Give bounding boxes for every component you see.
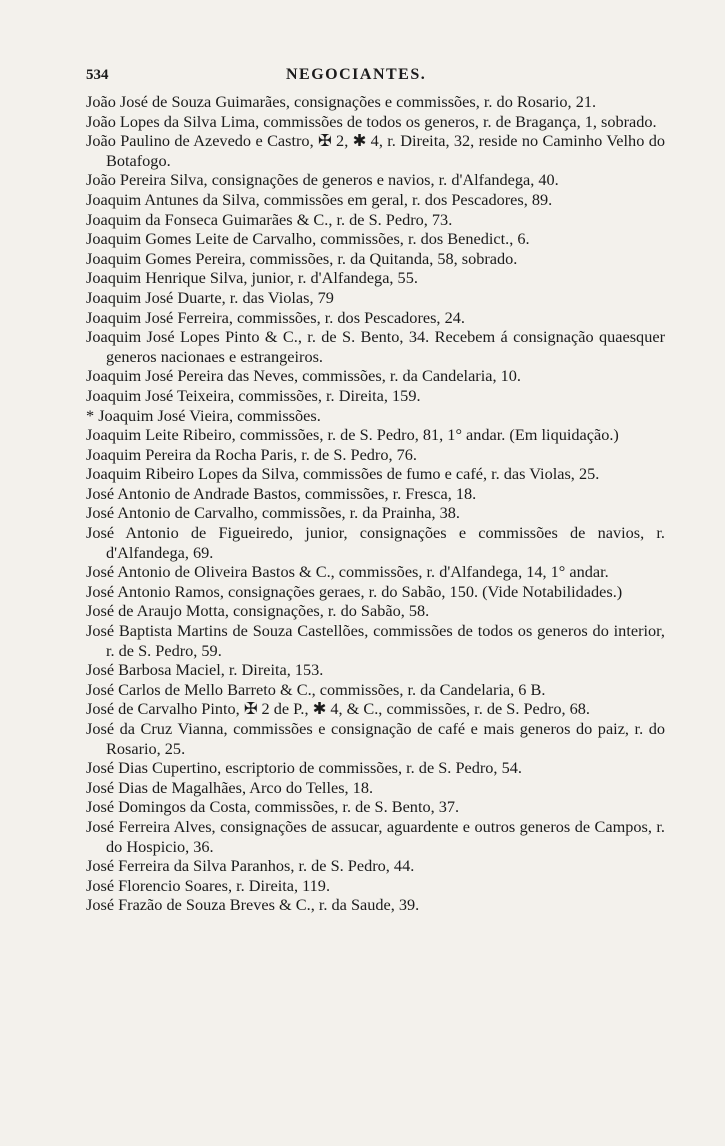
directory-entry: José Ferreira Alves, consignações de assucar, aguardente e outros generos de Campos, r. do Hospicio, 36. [86,816,665,856]
directory-entry: João Pereira Silva, consignações de generos e navios, r. d'Alfandega, 40. [86,170,559,190]
running-title: NEGOCIANTES. [286,66,427,83]
directory-entry: José Dias Cupertino, escriptorio de commissões, r. de S. Pedro, 54. [86,758,522,778]
directory-entry: Joaquim José Teixeira, commissões, r. Direita, 159. [86,385,421,405]
directory-entry: José Florencio Soares, r. Direita, 119. [86,875,331,895]
directory-entry: * Joaquim José Vieira, commissões. [86,405,321,425]
directory-entry: Joaquim da Fonseca Guimarães & C., r. de S. Pedro, 73. [86,209,453,229]
directory-entry: Joaquim Ribeiro Lopes da Silva, commissões de fumo e café, r. das Violas, 25. [86,464,600,484]
directory-entry: José Antonio Ramos, consignações geraes, r. do Sabão, 150. (Vide Notabilidades.) [86,581,623,601]
directory-entry: José Antonio de Figueiredo, junior, consignações e commissões de navios, r. d'Alfandega, 69. [86,523,665,562]
directory-entry: José Domingos da Costa, commissões, r. de S. Bento, 37. [86,797,460,817]
directory-entry: José Dias de Magalhães, Arco do Telles, 18. [86,777,374,797]
page-header [86,66,665,92]
directory-entry: Joaquim Gomes Pereira, commissões, r. da Quitanda, 58, sobrado. [86,248,518,268]
directory-entry: José Ferreira da Silva Paranhos, r. de S. Pedro, 44. [86,856,415,876]
directory-entry: João José de Souza Guimarães, consignações e commissões, r. do Rosario, 21. [86,92,597,111]
directory-entry: José da Cruz Vianna, commissões e consignação de café e mais generos do paiz, r. do Rosario, 25. [86,719,665,758]
directory-entry: José Antonio de Oliveira Bastos & C., commissões, r. d'Alfandega, 14, 1° andar. [86,562,609,582]
directory-entry: Joaquim Antunes da Silva, commissões em geral, r. dos Pescadores, 89. [86,189,553,209]
directory-entry: Joaquim Pereira da Rocha Paris, r. de S. Pedro, 76. [86,444,417,464]
directory-entry: João Paulino de Azevedo e Castro, ✠ 2, ✱ 4, r. Direita, 32, reside no Caminho Velho do Botafogo. [86,131,665,170]
directory-entry: José de Araujo Motta, consignações, r. do Sabão, 58. [86,601,430,621]
directory-entry: Joaquim Leite Ribeiro, commissões, r. de S. Pedro, 81, 1° andar. (Em liquidação.) [86,425,619,445]
directory-entry: Joaquim Henrique Silva, junior, r. d'Alfandega, 55. [86,268,418,288]
directory-entry: José Frazão de Souza Breves & C., r. da Saude, 39. [86,895,420,915]
page-number: 534 [86,67,109,83]
directory-entry: Joaquim José Lopes Pinto & C., r. de S. Bento, 34. Recebem á consignação quaesquer generos nacionaes e estrangeiros. [86,327,665,366]
directory-entry: José Baptista Martins de Souza Castellões, commissões de todos os generos do interior, r. de S. Pedro, 59. [86,621,665,660]
directory-entry: João Lopes da Silva Lima, commissões de todos os generos, r. de Bragança, 1, sobrado. [86,111,657,131]
directory-entry: Joaquim Gomes Leite de Carvalho, commissões, r. dos Benedict., 6. [86,229,530,249]
directory-entry: Joaquim José Duarte, r. das Violas, 79 [86,287,334,307]
directory-entry: José de Carvalho Pinto, ✠ 2 de P., ✱ 4, & C., commissões, r. de S. Pedro, 68. [86,699,590,719]
directory-entry: José Barbosa Maciel, r. Direita, 153. [86,660,324,680]
directory-entry: Joaquim José Pereira das Neves, commissões, r. da Candelaria, 10. [86,366,521,386]
directory-entry: José Carlos de Mello Barreto & C., commissões, r. da Candelaria, 6 B. [86,679,546,699]
merchant-directory-list [86,92,665,915]
directory-entry: José Antonio de Carvalho, commissões, r. da Prainha, 38. [86,503,460,523]
directory-entry: Joaquim José Ferreira, commissões, r. dos Pescadores, 24. [86,307,465,327]
directory-entry: José Antonio de Andrade Bastos, commissões, r. Fresca, 18. [86,483,477,503]
